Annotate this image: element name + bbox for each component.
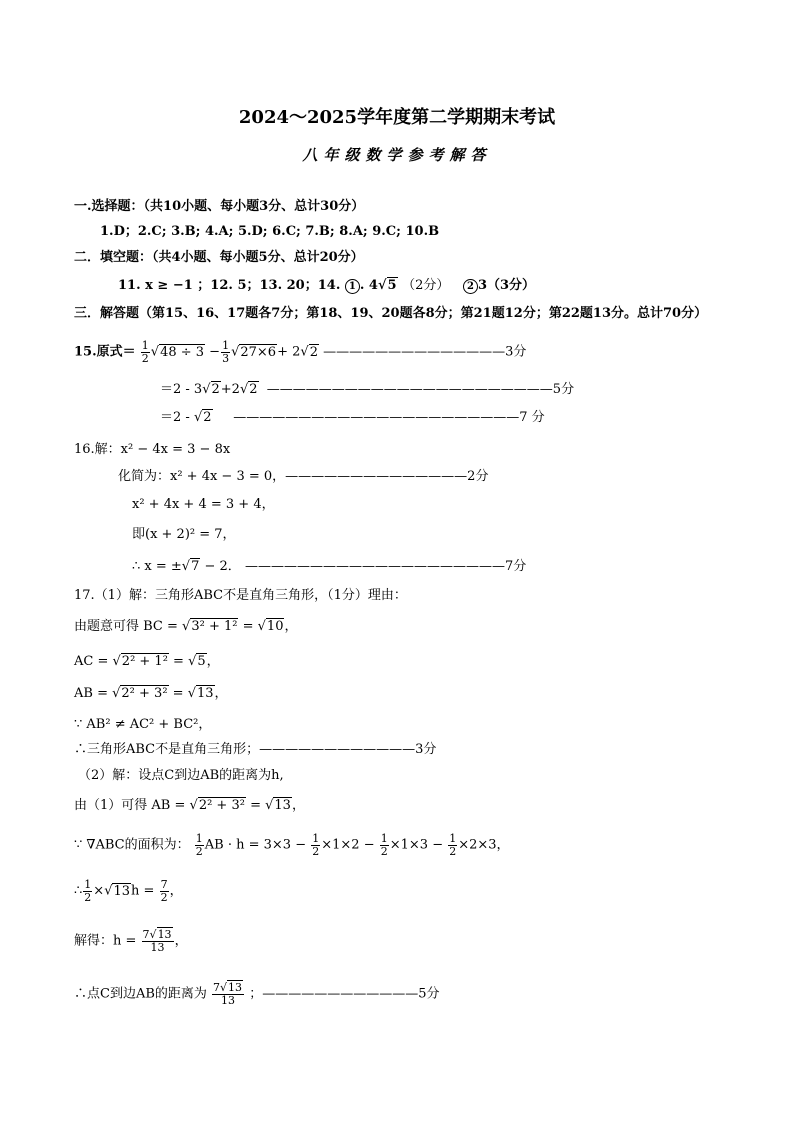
page-subtitle: 八年级数学参考解答 (302, 146, 492, 164)
fraction: $\frac{1}{2}$ (141, 339, 149, 365)
q17-equation: ∴ $\frac{1}{2}$ ×√13h = $\frac{7}{2}$ ， (74, 878, 183, 904)
fraction: $\frac{1}{3}$ (222, 339, 230, 365)
circled-one: 1 (345, 279, 360, 294)
fraction: $\frac{7√13}{13}$ (142, 928, 172, 954)
section3-heading: 三．解答题（第15、16、17题各7分；第18、19、20题各8分；第21题12分；第22题13分。总计70分） (74, 306, 708, 321)
q17-ac: AC = √2² + 1² = √5， (74, 654, 220, 669)
q16-line1: 16.解：x² − 4x = 3 − 8x (74, 442, 231, 457)
q16-line3: x² + 4x + 4 = 3 + 4， (132, 497, 275, 512)
section2-heading: 二．填空题：（共4小题、每小题5分、总计20分） (74, 250, 364, 265)
q15-line2: ＝2 - 3√2+2√2 ——————————————————————5分 (160, 382, 575, 397)
circled-two: 2 (463, 279, 478, 294)
fraction: $\frac{1}{2}$ (84, 878, 92, 904)
fraction: $\frac{7√13}{13}$ (213, 981, 243, 1007)
q17-part2: （2）解：设点C到边AB的距离为h, (78, 768, 284, 783)
q16-line5: ∴ x = ±√7 − 2． ————————————————————7分 (132, 559, 527, 574)
fraction: $\frac{1}{2}$ (449, 832, 457, 858)
q17-ab-again: 由（1）可得 AB = √2² + 3² = √13， (74, 798, 305, 813)
q16-line4: 即(x + 2)² = 7， (132, 527, 236, 542)
q17-area: ∵ ∇ABC的面积为： $\frac{1}{2}$ AB · h = 3×3 − $\frac{1}{2}$ ×1×2 − $\frac{1}{2}$ ×1×3 − $\frac{1}{2}$ ×2×3， (74, 832, 510, 858)
fraction: $\frac{1}{2}$ (312, 832, 320, 858)
q15-line3: ＝2 - √2 ——————————————————————7 分 (160, 410, 545, 425)
q17-conclusion2: ∴点C到边AB的距离为 $\frac{7√13}{13}$ ；————————————5分 (74, 981, 440, 1007)
q17-inequality: ∵ AB² ≠ AC² + BC²， (74, 717, 212, 732)
fraction: $\frac{1}{2}$ (195, 832, 203, 858)
fraction: $\frac{1}{2}$ (380, 832, 388, 858)
answers-11-to-14: 11. x ≥ −1 ；12. 5；13. 20；14. (118, 278, 341, 293)
section2-answers: 11. x ≥ −1 ；12. 5；13. 20；14. 1 . 4√5 （2分） 2 3（3分） (118, 278, 536, 293)
section1-heading: 一.选择题：（共10小题、每小题3分、总计30分） (74, 199, 365, 214)
q17-ab: AB = √2² + 3² = √13， (74, 686, 228, 701)
section1-answers: 1.D；2.C; 3.B; 4.A; 5.D; 6.C; 7.B; 8.A; 9.C; 10.B (100, 224, 440, 239)
fraction: $\frac{7}{2}$ (160, 878, 168, 904)
q17-solve: 解得：h = $\frac{7√13}{13}$ ， (74, 928, 188, 954)
q16-line2: 化简为：x² + 4x − 3 = 0，——————————————2分 (118, 469, 489, 484)
page-title: 2024～2025学年度第二学期期末考试 (238, 107, 556, 128)
q15-line1: 15.原式＝ $\frac{1}{2}$ √48 ÷ 3 − $\frac{1}{3}$ √27×6+ 2√2 ——————————————3分 (74, 339, 527, 365)
q17-bc: 由题意可得 BC = √3² + 1² = √10， (74, 619, 298, 634)
q17-part1: 17.（1）解：三角形ABC不是直角三角形，（1分）理由： (74, 588, 407, 603)
q17-conclusion1: ∴三角形ABC不是直角三角形；————————————3分 (74, 742, 437, 757)
